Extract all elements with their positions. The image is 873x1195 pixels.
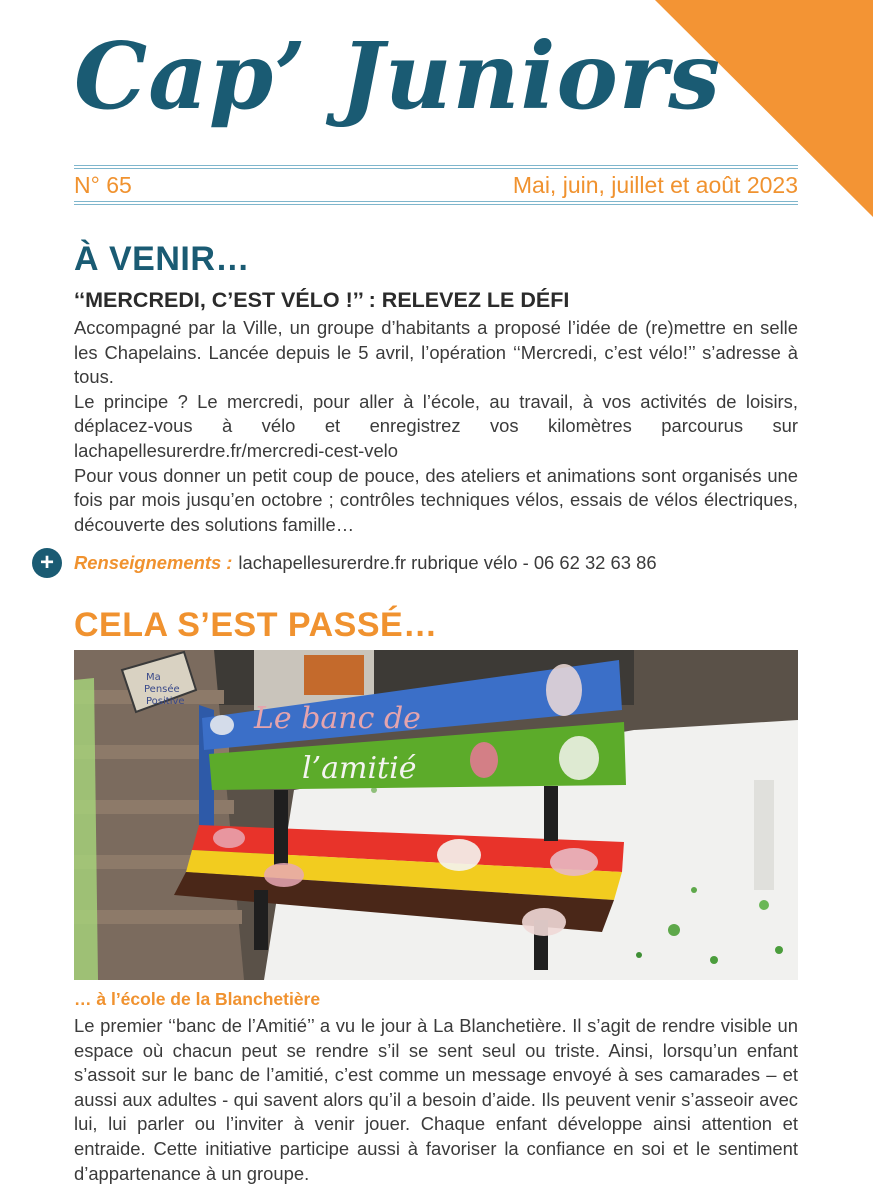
handprint [546, 664, 582, 716]
article-body-upcoming [74, 316, 798, 537]
sign-text: Positive [146, 696, 185, 707]
section-heading-past: CELA S’EST PASSÉ… [74, 606, 438, 644]
paragraph: Pour vous donner un petit coup de pouce, des ateliers et animations sont organisés une fois par mois jusqu’en octobre ; contrôles techniques vélos, essais de vélos électriques, découverte des solutions famille… [74, 464, 798, 535]
header-rule-bottom-2 [74, 204, 798, 205]
header-rule-top-2 [74, 168, 798, 169]
paragraph: Le premier ‘‘banc de l’Amitié’’ a vu le jour à La Blanchetière. Il s’agit de rendre visible un espace où chacun peut se rendre s’il se sent seul ou triste. Ainsi, lorsqu’un enfant s’assoit sur le banc de l’amitié, c’est comme un message envoyé à ses camarades – et aussi aux adultes - qui savent alors qu’il a besoin d’aide. Ils peuvent venir s’asseoir avec lui, lui parler ou l’inviter à venir jouer. Chaque enfant développe ainsi attention et entraide. Cette initiative participe aussi à favoriser la confiance en soi et le sentiment d’appartenance à un groupe. [74, 1015, 798, 1184]
sign-text: Pensée [144, 684, 180, 695]
paragraph: Accompagné par la Ville, un groupe d’habitants a proposé l’idée de (re)mettre en selle les Chapelains. Lancée depuis le 5 avril, l’opération ‘‘Mercredi, c’est vélo!’’ s’adresse à tous. [74, 317, 798, 388]
sign-text: Ma [146, 672, 161, 683]
section-heading-upcoming: À VENIR… [74, 240, 250, 278]
handprint [522, 908, 566, 936]
paragraph: Le principe ? Le mercredi, pour aller à l’école, au travail, à vos activités de loisirs, déplacez-vous à vélo et enregistrez vos kilomètres parcourus sur lachapellesurerdre.fr/mercredi-cest-velo [74, 390, 798, 461]
info-line [32, 548, 657, 578]
photo-caption: … à l’école de la Blanchetière [74, 989, 321, 1009]
issue-number: N° 65 [74, 172, 132, 198]
newsletter-title: Cap’ Juniors [74, 22, 722, 130]
handprint [264, 863, 304, 887]
bench-text-line1: Le banc de [254, 701, 421, 736]
handprint [559, 736, 599, 780]
bench-text-line2: l’amitié [302, 751, 417, 786]
issue-date: Mai, juin, juillet et août 2023 [512, 172, 798, 198]
article-subheading: ‘‘MERCREDI, C’EST VÉLO !’’ : RELEVEZ LE DÉFI [74, 288, 570, 312]
handprint [437, 839, 481, 871]
plus-icon: + [32, 548, 62, 578]
info-contact[interactable]: lachapellesurerdre.fr rubrique vélo - 06 62 32 63 86 [238, 552, 657, 573]
handprint [550, 848, 598, 876]
info-label: Renseignements : [74, 552, 233, 573]
header-rule-top-1 [74, 165, 798, 166]
bench-photo [74, 650, 798, 980]
handprint [213, 828, 245, 848]
handprint [210, 715, 234, 735]
article-body-past [74, 1014, 798, 1186]
handprint [470, 742, 498, 778]
header-rule-bottom-1 [74, 201, 798, 202]
